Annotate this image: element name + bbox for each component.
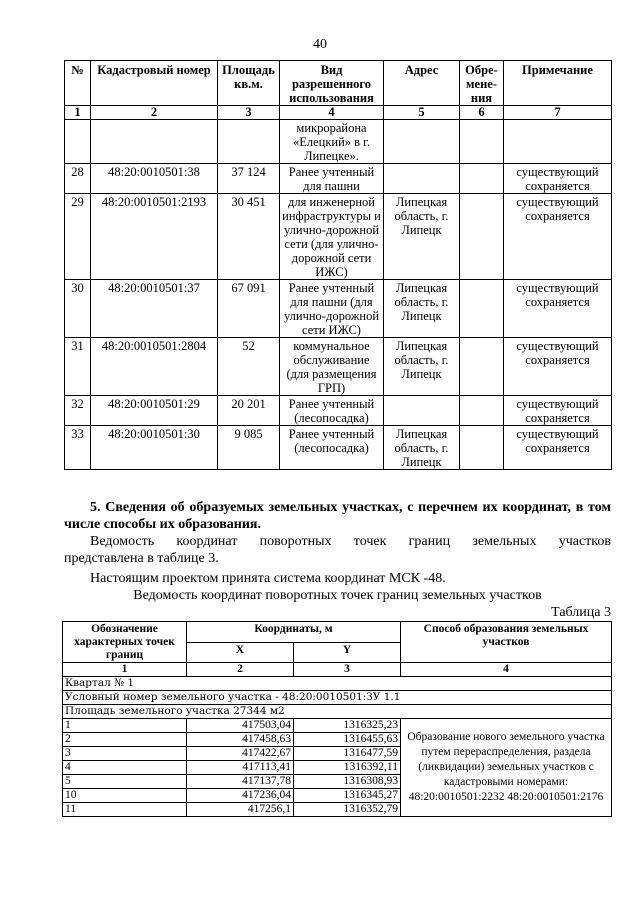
cell-use: для инженерной инфраструктуры и улично-дорожной сети (для улично-дорожной сети ИЖС) — [280, 194, 384, 280]
cell-area: 30 451 — [218, 194, 280, 280]
cell-use: Ранее учтенный (лесопосадка) — [280, 426, 384, 470]
cell-cadastral — [91, 120, 218, 164]
quarter-row: Квартал № 1 — [63, 677, 612, 691]
cell-area: 37 124 — [218, 164, 280, 194]
table-row — [65, 426, 612, 470]
cell-encumbrance — [460, 396, 504, 426]
cell-note: существующий сохраняется — [504, 164, 612, 194]
col-header-x: X — [187, 642, 294, 663]
paragraph-coordinate-system: Настоящим проектом принята система координат МСК -48. — [90, 571, 446, 586]
cell-point: 10 — [63, 789, 187, 803]
col-header-area: Площадь кв.м. — [218, 61, 280, 106]
cell-address — [384, 396, 460, 426]
cell-point: 11 — [63, 803, 187, 817]
table-row — [65, 338, 612, 396]
col-number: 2 — [187, 663, 294, 677]
table-caption: Ведомость координат поворотных точек границ земельных участков — [133, 588, 542, 603]
cell-use: коммунальное обслуживание (для размещения ГРП) — [280, 338, 384, 396]
col-header-number: № — [65, 61, 91, 106]
cadastral-table — [64, 60, 612, 470]
cell-encumbrance — [460, 194, 504, 280]
col-number: 5 — [384, 106, 460, 120]
cell-number: 33 — [65, 426, 91, 470]
table-row — [63, 677, 612, 691]
cell-y: 1316352,79 — [294, 803, 401, 817]
cell-x: 417503,04 — [187, 719, 294, 733]
table-row — [65, 164, 612, 194]
cell-area: 67 091 — [218, 280, 280, 338]
cell-address: Липецкая область, г. Липецк — [384, 426, 460, 470]
col-number: 4 — [280, 106, 384, 120]
col-header-address: Адрес — [384, 61, 460, 106]
cell-note: существующий сохраняется — [504, 426, 612, 470]
col-number: 1 — [65, 106, 91, 120]
cell-cadastral: 48:20:0010501:2804 — [91, 338, 218, 396]
cell-y: 1316345,27 — [294, 789, 401, 803]
cell-cadastral: 48:20:0010501:29 — [91, 396, 218, 426]
cell-point: 3 — [63, 747, 187, 761]
cell-point: 4 — [63, 761, 187, 775]
cell-x: 417256,1 — [187, 803, 294, 817]
cell-area: 9 085 — [218, 426, 280, 470]
table-header-row — [63, 622, 612, 643]
cell-cadastral: 48:20:0010501:30 — [91, 426, 218, 470]
cell-address: Липецкая область, г. Липецк — [384, 194, 460, 280]
cell-note: существующий сохраняется — [504, 396, 612, 426]
cell-x: 417137,78 — [187, 775, 294, 789]
table-label: Таблица 3 — [551, 605, 611, 620]
cell-address — [384, 164, 460, 194]
col-number: 1 — [63, 663, 187, 677]
cell-use: Ранее учтенный (лесопосадка) — [280, 396, 384, 426]
cell-point: 5 — [63, 775, 187, 789]
table-row — [65, 194, 612, 280]
table-row — [65, 396, 612, 426]
cell-cadastral: 48:20:0010501:37 — [91, 280, 218, 338]
table-row — [63, 705, 612, 719]
col-header-designation: Обозначение характерных точек границ — [63, 622, 187, 663]
cell-address: Липецкая область, г. Липецк — [384, 338, 460, 396]
cell-point: 1 — [63, 719, 187, 733]
cell-number: 31 — [65, 338, 91, 396]
cell-encumbrance — [460, 280, 504, 338]
cell-number: 28 — [65, 164, 91, 194]
cell-cadastral: 48:20:0010501:2193 — [91, 194, 218, 280]
coordinates-table — [62, 621, 612, 817]
cell-encumbrance — [460, 164, 504, 194]
table-row — [63, 691, 612, 705]
cell-encumbrance — [460, 426, 504, 470]
table-row — [63, 719, 612, 733]
col-number: 7 — [504, 106, 612, 120]
cell-note: существующий сохраняется — [504, 280, 612, 338]
paragraph-coordinates-line2: представлена в таблице 3. — [64, 551, 219, 566]
cell-number: 32 — [65, 396, 91, 426]
col-number: 3 — [218, 106, 280, 120]
col-header-coordinates: Координаты, м — [187, 622, 401, 643]
col-number: 2 — [91, 106, 218, 120]
col-number: 6 — [460, 106, 504, 120]
cell-number — [65, 120, 91, 164]
cell-number: 29 — [65, 194, 91, 280]
cell-point: 2 — [63, 733, 187, 747]
col-header-cadastral: Кадастровый номер — [91, 61, 218, 106]
cell-y: 1316477,59 — [294, 747, 401, 761]
cell-cadastral: 48:20:0010501:38 — [91, 164, 218, 194]
cell-y: 1316455,63 — [294, 733, 401, 747]
table-row — [65, 280, 612, 338]
cell-x: 417458,63 — [187, 733, 294, 747]
cell-y: 1316325,23 — [294, 719, 401, 733]
cell-x: 417113,41 — [187, 761, 294, 775]
cell-use: Ранее учтенный для пашни (для улично-дорожной сети ИЖС) — [280, 280, 384, 338]
cell-encumbrance — [460, 120, 504, 164]
section-heading: 5. Сведения об образуемых земельных участках, с перечнем их координат, в том числе способы их образования. — [64, 500, 611, 532]
col-header-encumbrance: Обре-мене-ния — [460, 61, 504, 106]
table-column-numbers — [65, 106, 612, 120]
cell-y: 1316392,11 — [294, 761, 401, 775]
col-header-note: Примечание — [504, 61, 612, 106]
table-column-numbers — [63, 663, 612, 677]
page-number: 40 — [313, 37, 327, 52]
table-row — [65, 120, 612, 164]
cell-use: микрорайона «Елецкий» в г. Липецке». — [280, 120, 384, 164]
cell-area: 20 201 — [218, 396, 280, 426]
cell-encumbrance — [460, 338, 504, 396]
cell-note — [504, 120, 612, 164]
paragraph-coordinates-line1: Ведомость координат поворотных точек границ земельных участков — [90, 534, 611, 549]
col-number: 4 — [401, 663, 612, 677]
cell-note: существующий сохраняется — [504, 338, 612, 396]
area-row: Площадь земельного участка 27344 м2 — [63, 705, 612, 719]
cell-method: Образование нового земельного участка путем перераспределения, раздела (ликвидации) земельных участков с кадастровыми номерами: 48:20:0010501:2232 48:20:0010501:2176 — [401, 719, 612, 817]
cell-x: 417236,04 — [187, 789, 294, 803]
cell-area: 52 — [218, 338, 280, 396]
col-number: 3 — [294, 663, 401, 677]
cell-x: 417422,67 — [187, 747, 294, 761]
conditional-number-row: Условный номер земельного участка - 48:20:0010501:ЗУ 1.1 — [63, 691, 612, 705]
cell-area — [218, 120, 280, 164]
col-header-method: Способ образования земельных участков — [401, 622, 612, 663]
col-header-y: Y — [294, 642, 401, 663]
table-header-row — [65, 61, 612, 106]
cell-address — [384, 120, 460, 164]
col-header-use: Вид разрешенного использования — [280, 61, 384, 106]
cell-number: 30 — [65, 280, 91, 338]
cell-y: 1316308,93 — [294, 775, 401, 789]
cell-note: существующий сохраняется — [504, 194, 612, 280]
cell-use: Ранее учтенный для пашни — [280, 164, 384, 194]
cell-address: Липецкая область, г. Липецк — [384, 280, 460, 338]
